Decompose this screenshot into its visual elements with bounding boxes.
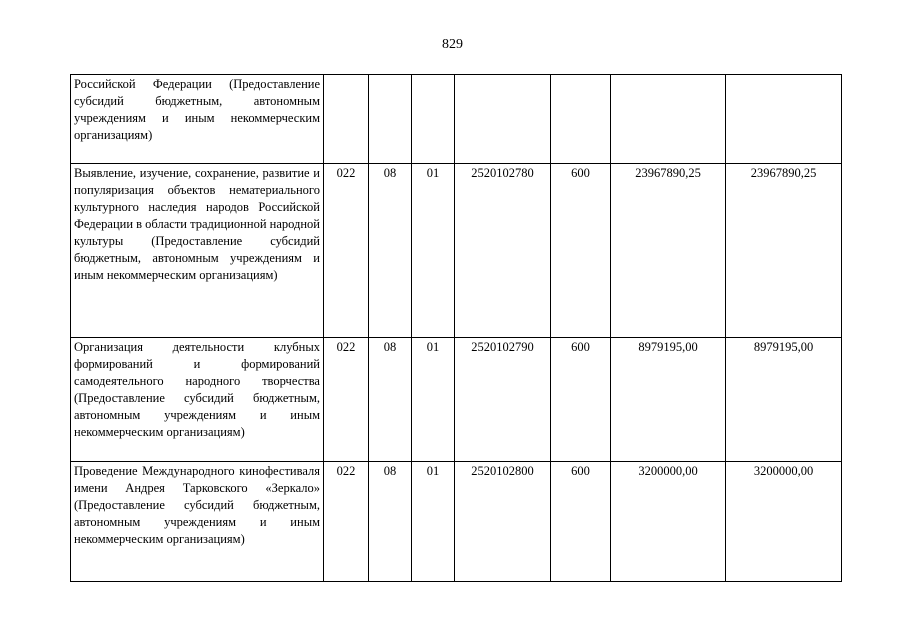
subsection-code: 01 xyxy=(412,338,455,462)
ministry-code: 022 xyxy=(324,462,369,582)
amount-first: 8979195,00 xyxy=(611,338,726,462)
target-article-code: 2520102800 xyxy=(455,462,551,582)
table-row xyxy=(71,462,842,582)
ministry-code xyxy=(324,75,369,164)
amount-second: 3200000,00 xyxy=(726,462,842,582)
section-code xyxy=(369,75,412,164)
ministry-code: 022 xyxy=(324,164,369,338)
subsection-code xyxy=(412,75,455,164)
subsection-code: 01 xyxy=(412,462,455,582)
expense-type-code: 600 xyxy=(551,462,611,582)
table-row xyxy=(71,75,842,164)
budget-table xyxy=(70,74,842,582)
section-code: 08 xyxy=(369,338,412,462)
page-number: 829 xyxy=(442,37,463,52)
amount-second: 23967890,25 xyxy=(726,164,842,338)
target-article-code: 2520102780 xyxy=(455,164,551,338)
amount-first: 23967890,25 xyxy=(611,164,726,338)
table-row xyxy=(71,338,842,462)
amount-second: 8979195,00 xyxy=(726,338,842,462)
expense-type-code: 600 xyxy=(551,338,611,462)
amount-second xyxy=(726,75,842,164)
row-description: Проведение Международного кинофестиваля имени Андрея Тарковского «Зеркало» (Предоставление субсидий бюджетным, автономным учреждениям и иным некоммерческим организациям) xyxy=(71,462,324,582)
amount-first: 3200000,00 xyxy=(611,462,726,582)
target-article-code xyxy=(455,75,551,164)
subsection-code: 01 xyxy=(412,164,455,338)
target-article-code: 2520102790 xyxy=(455,338,551,462)
section-code: 08 xyxy=(369,462,412,582)
expense-type-code: 600 xyxy=(551,164,611,338)
row-description: Выявление, изучение, сохранение, развитие и популяризация объектов нематериального культурного наследия народов Российской Федерации в области традиционной народной культуры (Предоставление субсидий бюджетным, автономным учреждениям и иным некоммерческим организациям) xyxy=(71,164,324,338)
row-description: Организация деятельности клубных формирований и формирований самодеятельного народного творчества (Предоставление субсидий бюджетным, автономным учреждениям и иным некоммерческим организациям) xyxy=(71,338,324,462)
amount-first xyxy=(611,75,726,164)
section-code: 08 xyxy=(369,164,412,338)
ministry-code: 022 xyxy=(324,338,369,462)
table-row xyxy=(71,164,842,338)
row-description: Российской Федерации (Предоставление субсидий бюджетным, автономным учреждениям и иным некоммерческим организациям) xyxy=(71,75,324,164)
expense-type-code xyxy=(551,75,611,164)
